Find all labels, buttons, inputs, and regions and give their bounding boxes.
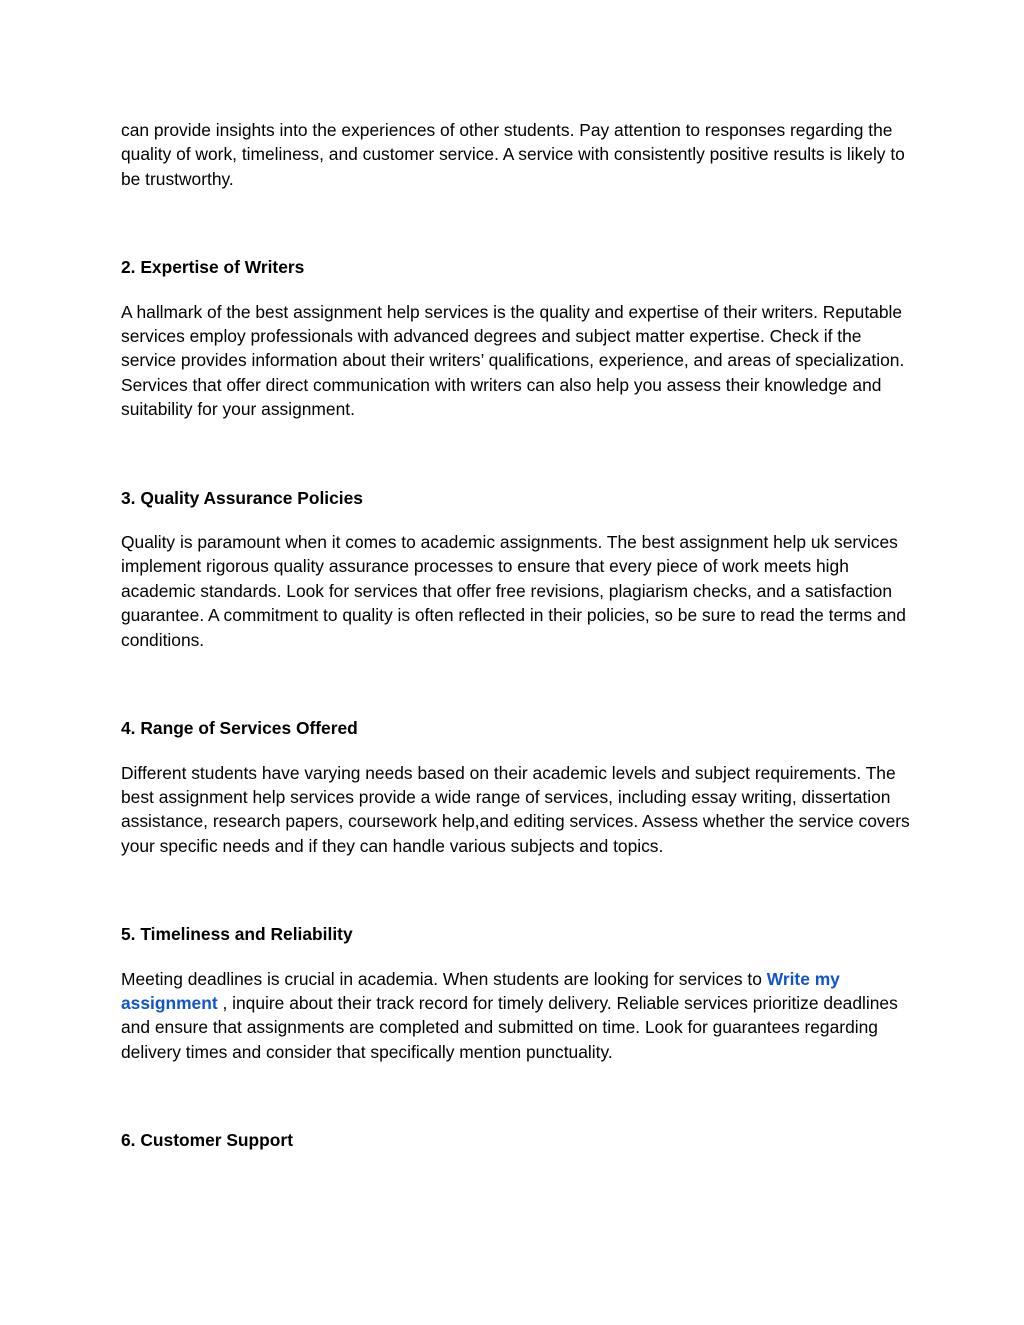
write-my-assignment-link[interactable]: Write my assignment: [121, 968, 840, 1013]
section-timeliness: [121, 922, 911, 1064]
body-text-after-link: , inquire about their track record for timely delivery. Reliable services prioritize deadlines and ensure that assignments are completed and submitted on time. Look for guarantees regarding delivery times and consider that specifically mention punctuality.: [121, 992, 898, 1062]
body-text-before-link: Meeting deadlines is crucial in academia. When students are looking for services to: [121, 968, 767, 989]
section-heading: 5. Timeliness and Reliability: [121, 924, 353, 945]
document-page: [121, 118, 911, 1173]
section-body: Quality is paramount when it comes to academic assignments. The best assignment help uk services implement rigorous quality assurance processes to ensure that every piece of work meets high academic standards. Look for services that offer free revisions, plagiarism checks, and a satisfaction guarantee. A commitment to quality is often reflected in their policies, so be sure to read the terms and conditions.: [121, 532, 906, 650]
section-customer-support: [121, 1128, 911, 1152]
section-body: Different students have varying needs based on their academic levels and subject requirements. The best assignment help services provide a wide range of services, including essay writing, dissertation assistance, research papers, coursework help,and editing services. Assess whether the service covers your specific needs and if they can handle various subjects and topics.: [121, 762, 910, 856]
section-range-of-services: [121, 716, 911, 858]
section-heading: 4. Range of Services Offered: [121, 718, 358, 739]
section-body: A hallmark of the best assignment help services is the quality and expertise of their writers. Reputable services employ professionals with advanced degrees and subject matter expertise. Check if the service provides information about their writers’ qualifications, experience, and areas of specialization. Services that offer direct communication with writers can also help you assess their knowledge and suitability for your assignment.: [121, 301, 905, 420]
section-heading: 2. Expertise of Writers: [121, 257, 305, 278]
section-heading: 6. Customer Support: [121, 1130, 293, 1151]
section-quality-assurance: [121, 486, 911, 652]
section-expertise-of-writers: [121, 255, 911, 421]
intro-paragraph: can provide insights into the experiences of other students. Pay attention to responses regarding the quality of work, timeliness, and customer service. A service with consistently positive results is likely to be trustworthy.: [121, 120, 905, 189]
section-heading: 3. Quality Assurance Policies: [121, 487, 363, 508]
section-body: [121, 967, 911, 1065]
